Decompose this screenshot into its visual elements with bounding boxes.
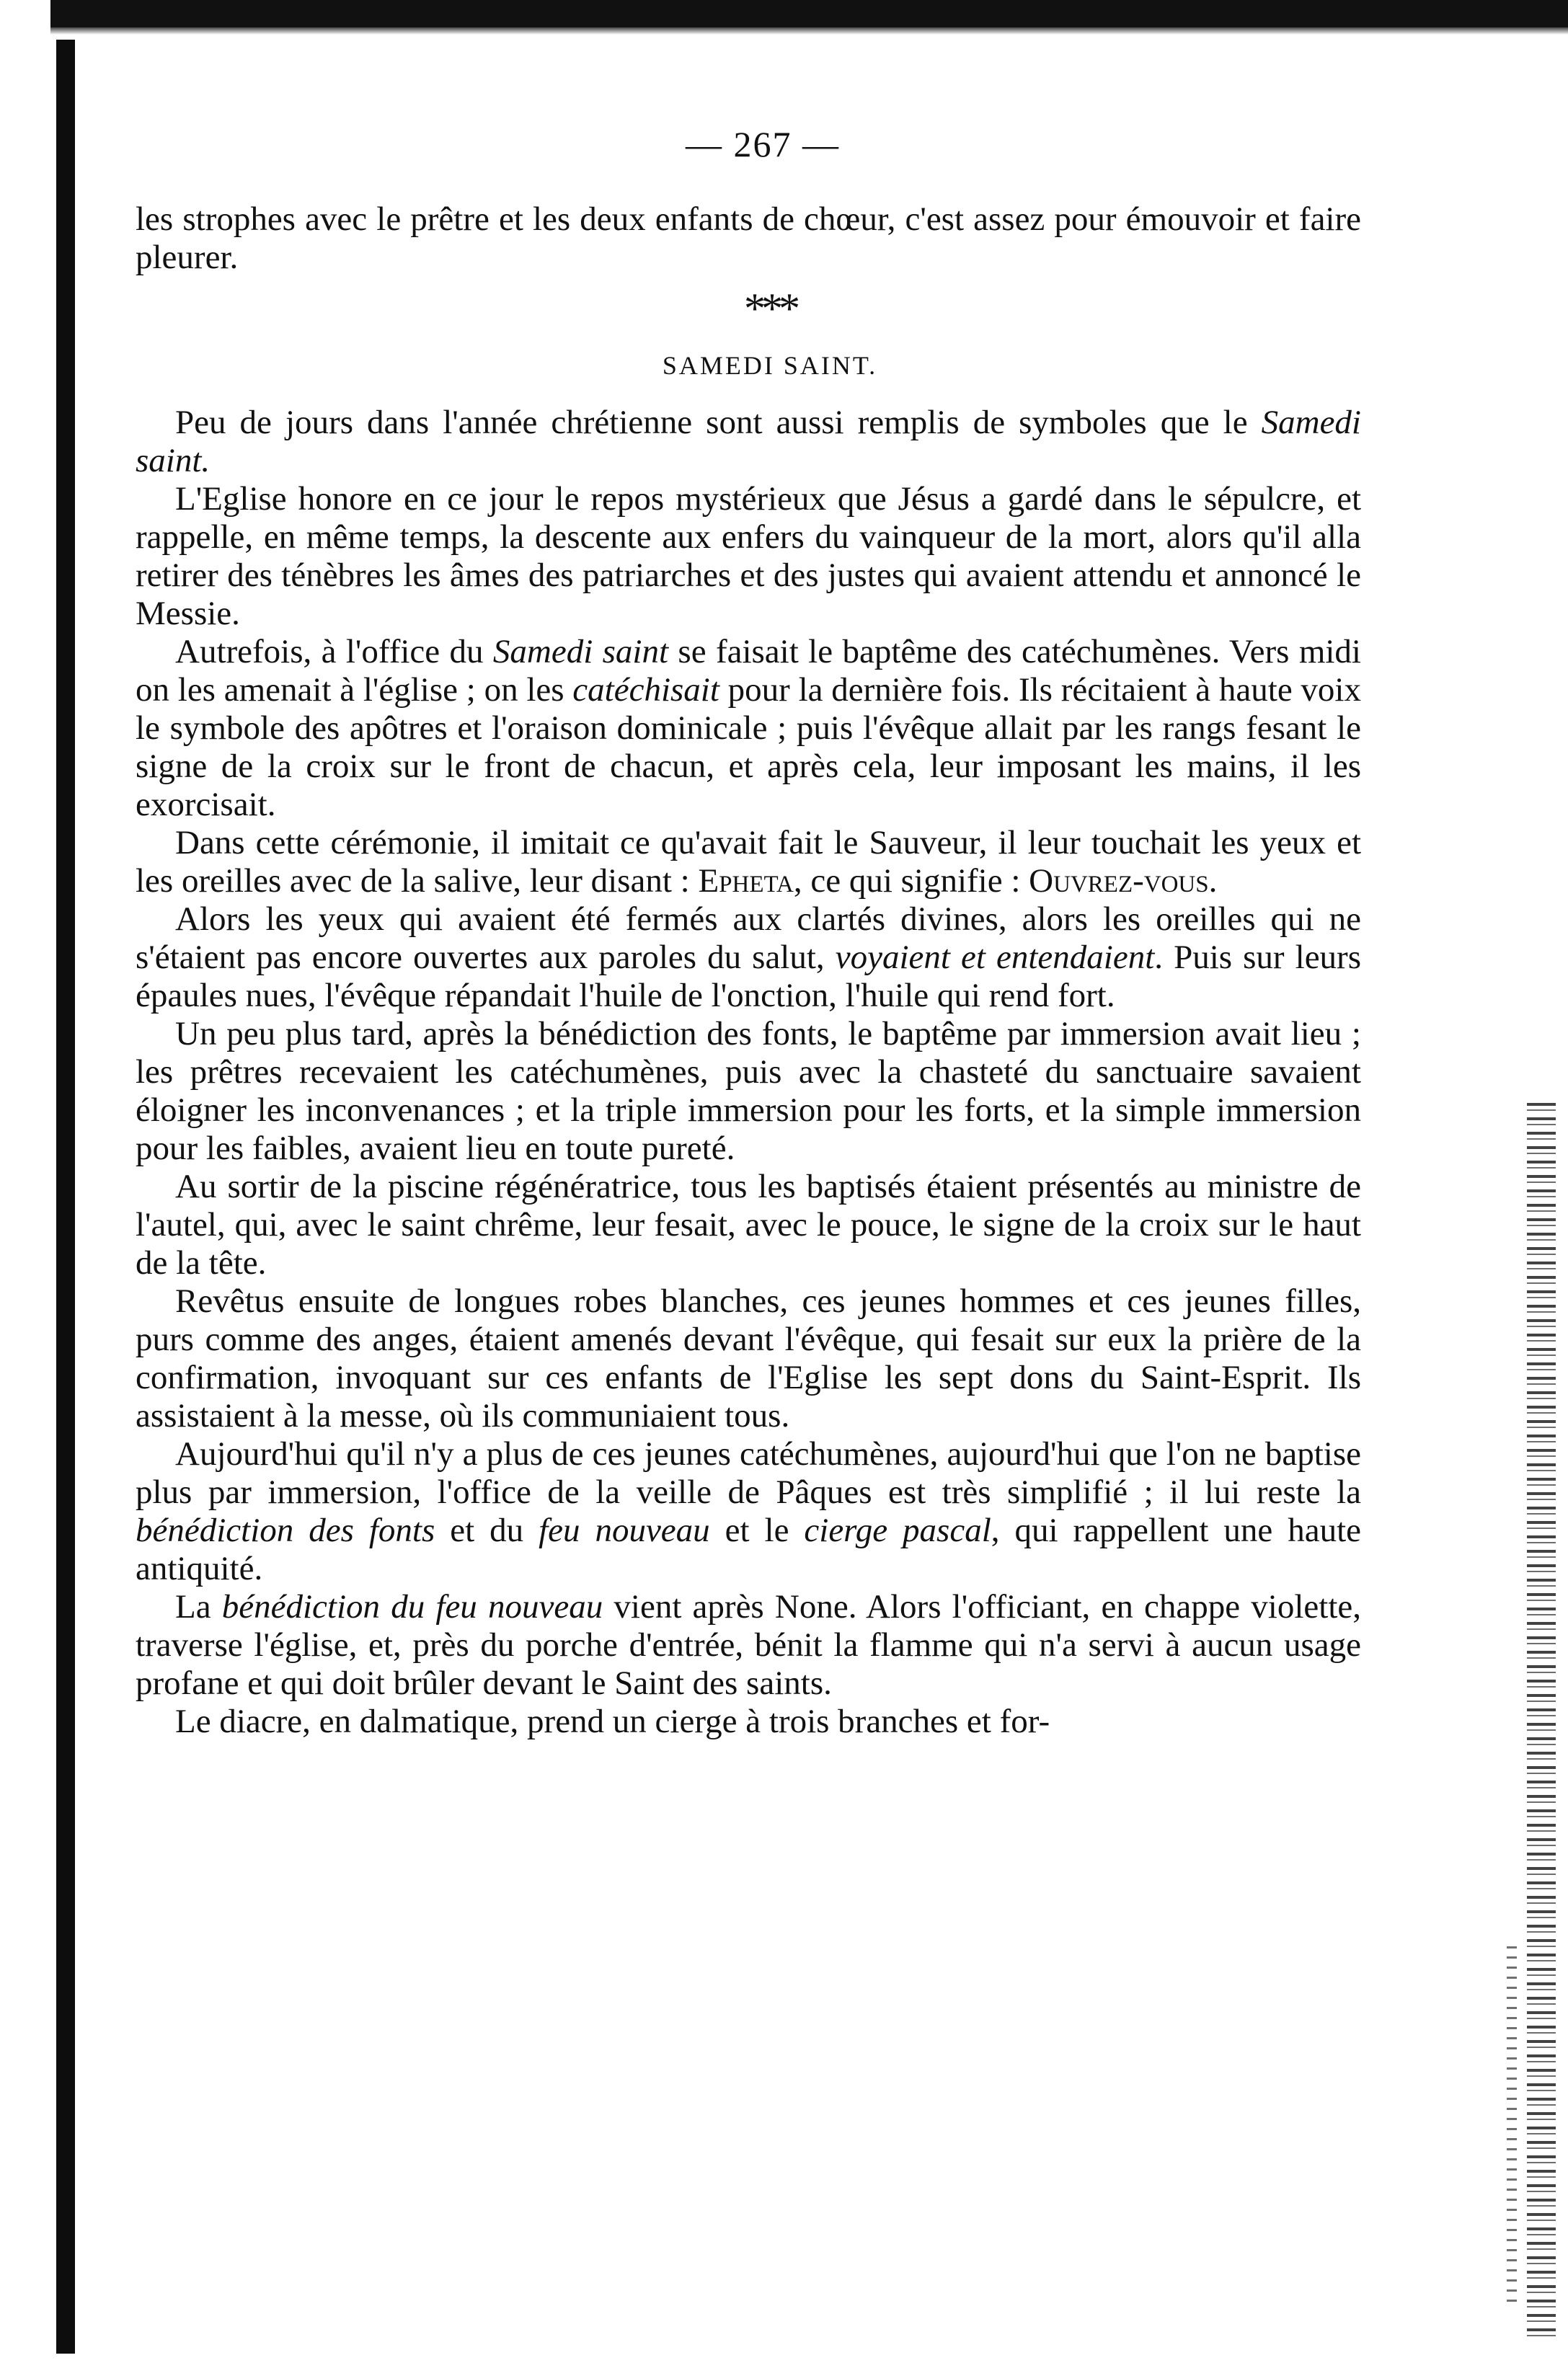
paragraph [136,1435,1361,1588]
text-run: La [175,1588,222,1626]
text-run: Revêtus ensuite de longues robes blanches, ces jeunes hommes et ces jeunes filles, purs comme des anges, étaient amenés devant l'évêque, qui fesait sur eux la prière de la confirmation, invoquant sur ces enfants de l'Eglise les sept dons du Saint-Esprit. Ils assistaient à la messe, où ils communiaient tous. [136,1282,1361,1435]
paragraph [136,480,1361,633]
text-run: , ce qui signifie : [793,862,1029,900]
page-number: — 267 — [686,124,840,164]
paragraph [136,1168,1361,1282]
text-run: . [1208,862,1218,900]
italic-text: Samedi saint. [136,404,1361,479]
book-page [136,123,1361,1741]
paragraph [136,900,1361,1015]
paragraph [136,824,1361,900]
italic-text: voyaient et entendaient [835,939,1155,976]
section-title: SAMEDI SAINT. [662,351,878,380]
scan-right-edge-noise [1527,1103,1556,2343]
paragraph [136,1588,1361,1703]
asterism-ornament: *** [744,285,796,332]
opening-lines: les strophes avec le prêtre et les deux enfants de chœur, c'est assez pour émouvoir et faire pleurer. [136,200,1361,276]
text-run: et du [435,1512,539,1549]
text-run: Aujourd'hui qu'il n'y a plus de ces jeunes catéchumènes, aujourd'hui que l'on ne baptise plus par immersion, l'office de la veille de Pâques est très simplifié ; il lui reste la [136,1435,1361,1511]
body-text [136,404,1361,1741]
paragraph [136,1282,1361,1435]
text-run: pour la dernière fois. Ils récitaient à haute voix le symbole des apôtres et l'oraison dominicale ; puis l'évêque allait par les rangs fesant le signe de la croix sur le front de chacun, et après cela, leur imposant les mains, il les exorcisait. [136,671,1361,823]
paragraph [136,1015,1361,1168]
scan-left-border [56,40,75,2354]
italic-text: feu nouveau [539,1512,710,1549]
italic-text: catéchisait [572,671,719,709]
text-run: se faisait le baptême des catéchumènes. Vers midi on les amenait à l'église ; on les [136,633,1361,709]
text-run: Alors les yeux qui avaient été fermés aux clartés divines, alors les oreilles qui ne s'étaient pas encore ouvertes aux paroles du salut, [136,900,1361,976]
text-run: Dans cette cérémonie, il imitait ce qu'avait fait le Sauveur, il leur touchait les yeux et les oreilles avec de la salive, leur disant : [136,824,1361,900]
italic-text: cierge pascal [804,1512,991,1549]
text-run: L'Eglise honore en ce jour le repos mystérieux que Jésus a gardé dans le sépulcre, et rappelle, en même temps, la descente aux enfers du vainqueur de la mort, alors qu'il alla retirer des ténèbres les âmes des patriarches et des justes qui avaient attendu et annoncé le Messie. [136,480,1361,632]
paragraph [136,404,1361,480]
text-run: vient après None. Alors l'officiant, en chappe violette, traverse l'église, et, près du porche d'entrée, bénit la flamme qui n'a servi à aucun usage profane et qui doit brûler devant le Saint des saints. [136,1588,1361,1702]
italic-text: bénédiction du feu nouveau [221,1588,603,1626]
small-caps-text: Epheta [698,862,794,900]
text-run: Le diacre, en dalmatique, prend un cierge à trois branches et for- [175,1703,1050,1740]
text-run: . Puis sur leurs épaules nues, l'évêque répandait l'huile de l'onction, l'huile qui rend fort. [136,939,1362,1014]
text-run: Un peu plus tard, après la bénédiction des fonts, le baptême par immersion avait lieu ; les prêtres recevaient les catéchumènes, puis avec la chasteté du sanctuaire savaient éloigner les inconvenances ; et la triple immersion pour les forts, et la simple immersion pour les faibles, avaient lieu en toute pureté. [136,1015,1361,1167]
scan-top-border [50,0,1568,30]
text-run: Peu de jours dans l'année chrétienne sont aussi remplis de symboles que le [175,404,1262,441]
italic-text: bénédiction des fonts [136,1512,435,1549]
text-run: Au sortir de la piscine régénératrice, tous les baptisés étaient présentés au ministre de l'autel, qui, avec le saint chrême, leur fesait, avec le pouce, le signe de la croix sur le haut de la tête. [136,1168,1361,1282]
text-run: , qui rappellent une haute antiquité. [136,1512,1361,1587]
scan-right-edge-noise-secondary [1507,1946,1517,2307]
paragraph [136,1703,1361,1741]
text-run: et le [709,1512,805,1549]
small-caps-text: Ouvrez-vous [1029,862,1209,900]
text-run: Autrefois, à l'office du [175,633,493,670]
paragraph [136,633,1361,824]
italic-text: Samedi saint [492,633,669,670]
